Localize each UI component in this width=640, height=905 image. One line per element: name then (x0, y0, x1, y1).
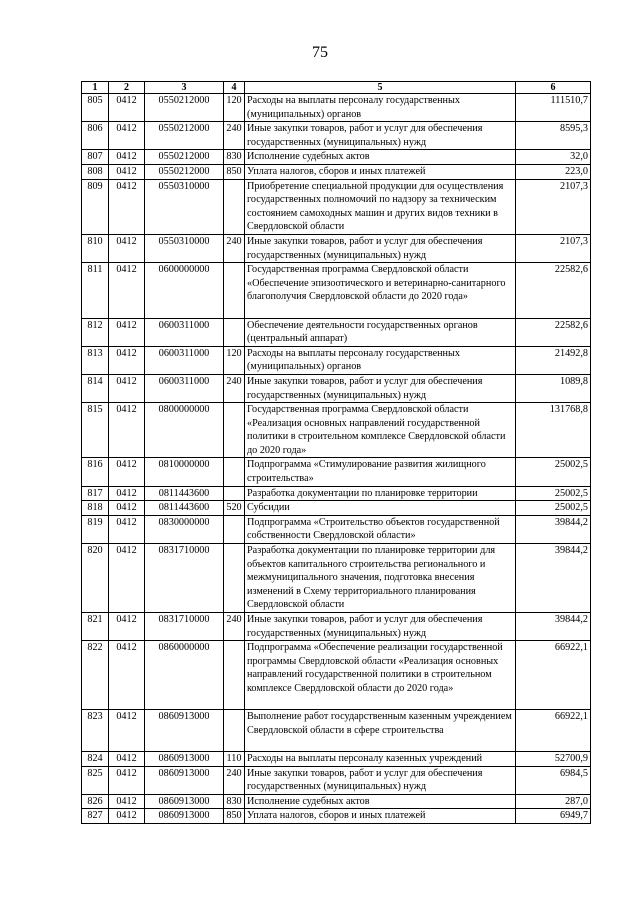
expense-type-cell: 120 (224, 94, 245, 122)
table-row (82, 794, 591, 809)
expense-type-cell: 240 (224, 613, 245, 641)
expense-type-cell (224, 458, 245, 486)
row-number-cell: 805 (82, 94, 109, 122)
header-cell: 6 (516, 82, 591, 94)
item-name-cell: Расходы на выплаты персоналу государственных (муниципальных) органов (245, 346, 516, 374)
amount-cell: 2107,3 (516, 179, 591, 234)
amount-cell: 39844,2 (516, 515, 591, 543)
target-article-cell: 0860913000 (145, 710, 224, 752)
section-code-cell: 0412 (109, 164, 145, 179)
table-row (82, 150, 591, 165)
item-name-cell: Иные закупки товаров, работ и услуг для обеспечения государственных (муниципальных) нужд (245, 374, 516, 402)
row-number-cell: 812 (82, 318, 109, 346)
item-name-cell: Иные закупки товаров, работ и услуг для обеспечения государственных (муниципальных) нужд (245, 613, 516, 641)
row-number-cell: 822 (82, 641, 109, 710)
expense-type-cell: 120 (224, 346, 245, 374)
item-name-cell: Исполнение судебных актов (245, 794, 516, 809)
table-row (82, 234, 591, 262)
target-article-cell: 0860913000 (145, 809, 224, 824)
header-row (82, 82, 591, 94)
table-row (82, 164, 591, 179)
target-article-cell: 0830000000 (145, 515, 224, 543)
section-code-cell: 0412 (109, 613, 145, 641)
table-row (82, 374, 591, 402)
row-number-cell: 813 (82, 346, 109, 374)
target-article-cell: 0811443600 (145, 501, 224, 516)
table-row (82, 766, 591, 794)
row-number-cell: 821 (82, 613, 109, 641)
page-number: 75 (312, 44, 328, 61)
amount-cell: 1089,8 (516, 374, 591, 402)
expense-type-cell: 240 (224, 374, 245, 402)
expense-type-cell: 520 (224, 501, 245, 516)
section-code-cell: 0412 (109, 263, 145, 318)
item-name-cell: Разработка документации по планировке территории для объектов капитального строительства регионального и межмуниципального значения, подготовка внесения изменений в Схему территориального планирования Свердловской области (245, 544, 516, 613)
table-row (82, 501, 591, 516)
target-article-cell: 0810000000 (145, 458, 224, 486)
table-row (82, 263, 591, 318)
target-article-cell: 0600000000 (145, 263, 224, 318)
amount-cell: 25002,5 (516, 486, 591, 501)
section-code-cell: 0412 (109, 641, 145, 710)
target-article-cell: 0860000000 (145, 641, 224, 710)
target-article-cell: 0811443600 (145, 486, 224, 501)
item-name-cell: Подпрограмма «Обеспечение реализации государственной программы Свердловской области «Реализация основных направлений государственной политики в строительном комплексе Свердловской области до 2020 года» (245, 641, 516, 710)
header-cell: 5 (245, 82, 516, 94)
row-number-cell: 809 (82, 179, 109, 234)
row-number-cell: 807 (82, 150, 109, 165)
item-name-cell: Государственная программа Свердловской области «Обеспечение эпизоотического и ветеринарно-санитарного благополучия Свердловской области до 2020 года» (245, 263, 516, 318)
item-name-cell: Иные закупки товаров, работ и услуг для обеспечения государственных (муниципальных) нужд (245, 122, 516, 150)
amount-cell: 66922,1 (516, 710, 591, 752)
table-row (82, 613, 591, 641)
expense-type-cell: 830 (224, 794, 245, 809)
amount-cell: 287,0 (516, 794, 591, 809)
item-name-cell: Выполнение работ государственным казенным учреждением Свердловской области в сфере строительства (245, 710, 516, 752)
expense-type-cell (224, 544, 245, 613)
target-article-cell: 0860913000 (145, 752, 224, 767)
row-number-cell: 810 (82, 234, 109, 262)
amount-cell: 25002,5 (516, 501, 591, 516)
section-code-cell: 0412 (109, 515, 145, 543)
section-code-cell: 0412 (109, 403, 145, 458)
expense-type-cell (224, 710, 245, 752)
amount-cell: 8595,3 (516, 122, 591, 150)
table-row (82, 318, 591, 346)
item-name-cell: Иные закупки товаров, работ и услуг для обеспечения государственных (муниципальных) нужд (245, 234, 516, 262)
expense-type-cell: 240 (224, 122, 245, 150)
expense-type-cell: 240 (224, 766, 245, 794)
section-code-cell: 0412 (109, 710, 145, 752)
target-article-cell: 0800000000 (145, 403, 224, 458)
target-article-cell: 0860913000 (145, 794, 224, 809)
target-article-cell: 0550212000 (145, 150, 224, 165)
amount-cell: 6949,7 (516, 809, 591, 824)
section-code-cell: 0412 (109, 374, 145, 402)
table-row (82, 544, 591, 613)
section-code-cell: 0412 (109, 752, 145, 767)
amount-cell: 52700,9 (516, 752, 591, 767)
section-code-cell: 0412 (109, 346, 145, 374)
table-row (82, 346, 591, 374)
item-name-cell: Разработка документации по планировке территории (245, 486, 516, 501)
target-article-cell: 0860913000 (145, 766, 224, 794)
row-number-cell: 827 (82, 809, 109, 824)
table-row (82, 403, 591, 458)
expense-type-cell: 850 (224, 809, 245, 824)
item-name-cell: Государственная программа Свердловской области «Реализация основных направлений государственной политики в строительном комплексе Свердловской области до 2020 года» (245, 403, 516, 458)
target-article-cell: 0831710000 (145, 613, 224, 641)
expense-type-cell (224, 403, 245, 458)
row-number-cell: 816 (82, 458, 109, 486)
amount-cell: 39844,2 (516, 613, 591, 641)
header-cell: 3 (145, 82, 224, 94)
expense-type-cell: 110 (224, 752, 245, 767)
row-number-cell: 823 (82, 710, 109, 752)
section-code-cell: 0412 (109, 150, 145, 165)
amount-cell: 21492,8 (516, 346, 591, 374)
table-row (82, 710, 591, 752)
row-number-cell: 824 (82, 752, 109, 767)
amount-cell: 223,0 (516, 164, 591, 179)
amount-cell: 66922,1 (516, 641, 591, 710)
item-name-cell: Приобретение специальной продукции для осуществления государственных полномочий по надзору за техническим состоянием самоходных машин и других видов техники в Свердловской области (245, 179, 516, 234)
row-number-cell: 806 (82, 122, 109, 150)
table-row (82, 486, 591, 501)
section-code-cell: 0412 (109, 179, 145, 234)
amount-cell: 22582,6 (516, 263, 591, 318)
row-number-cell: 811 (82, 263, 109, 318)
row-number-cell: 808 (82, 164, 109, 179)
header-cell: 2 (109, 82, 145, 94)
header-cell: 1 (82, 82, 109, 94)
row-number-cell: 826 (82, 794, 109, 809)
table-body (82, 94, 591, 824)
target-article-cell: 0550212000 (145, 122, 224, 150)
table-row (82, 515, 591, 543)
item-name-cell: Подпрограмма «Стимулирование развития жилищного строительства» (245, 458, 516, 486)
section-code-cell: 0412 (109, 234, 145, 262)
row-number-cell: 815 (82, 403, 109, 458)
target-article-cell: 0550310000 (145, 179, 224, 234)
table-row (82, 641, 591, 710)
expense-type-cell: 830 (224, 150, 245, 165)
target-article-cell: 0550212000 (145, 164, 224, 179)
row-number-cell: 817 (82, 486, 109, 501)
amount-cell: 2107,3 (516, 234, 591, 262)
section-code-cell: 0412 (109, 458, 145, 486)
section-code-cell: 0412 (109, 486, 145, 501)
expense-type-cell (224, 486, 245, 501)
budget-table (81, 81, 591, 824)
item-name-cell: Субсидии (245, 501, 516, 516)
item-name-cell: Исполнение судебных актов (245, 150, 516, 165)
expense-type-cell (224, 515, 245, 543)
amount-cell: 111510,7 (516, 94, 591, 122)
table-row (82, 94, 591, 122)
row-number-cell: 814 (82, 374, 109, 402)
item-name-cell: Уплата налогов, сборов и иных платежей (245, 164, 516, 179)
item-name-cell: Расходы на выплаты персоналу казенных учреждений (245, 752, 516, 767)
expense-type-cell: 850 (224, 164, 245, 179)
section-code-cell: 0412 (109, 94, 145, 122)
table-row (82, 809, 591, 824)
header-cell: 4 (224, 82, 245, 94)
target-article-cell: 0600311000 (145, 374, 224, 402)
amount-cell: 39844,2 (516, 544, 591, 613)
table-row (82, 122, 591, 150)
item-name-cell: Расходы на выплаты персоналу государственных (муниципальных) органов (245, 94, 516, 122)
row-number-cell: 818 (82, 501, 109, 516)
item-name-cell: Обеспечение деятельности государственных органов (центральный аппарат) (245, 318, 516, 346)
section-code-cell: 0412 (109, 318, 145, 346)
expense-type-cell (224, 179, 245, 234)
item-name-cell: Подпрограмма «Строительство объектов государственной собственности Свердловской области» (245, 515, 516, 543)
amount-cell: 131768,8 (516, 403, 591, 458)
section-code-cell: 0412 (109, 766, 145, 794)
amount-cell: 22582,6 (516, 318, 591, 346)
expense-type-cell (224, 318, 245, 346)
expense-type-cell: 240 (224, 234, 245, 262)
row-number-cell: 820 (82, 544, 109, 613)
target-article-cell: 0550310000 (145, 234, 224, 262)
amount-cell: 25002,5 (516, 458, 591, 486)
expense-type-cell (224, 641, 245, 710)
row-number-cell: 819 (82, 515, 109, 543)
section-code-cell: 0412 (109, 544, 145, 613)
section-code-cell: 0412 (109, 809, 145, 824)
item-name-cell: Уплата налогов, сборов и иных платежей (245, 809, 516, 824)
amount-cell: 32,0 (516, 150, 591, 165)
table-row (82, 179, 591, 234)
amount-cell: 6984,5 (516, 766, 591, 794)
table-row (82, 458, 591, 486)
table-row (82, 752, 591, 767)
target-article-cell: 0600311000 (145, 346, 224, 374)
expense-type-cell (224, 263, 245, 318)
item-name-cell: Иные закупки товаров, работ и услуг для обеспечения государственных (муниципальных) нужд (245, 766, 516, 794)
section-code-cell: 0412 (109, 122, 145, 150)
target-article-cell: 0831710000 (145, 544, 224, 613)
section-code-cell: 0412 (109, 501, 145, 516)
row-number-cell: 825 (82, 766, 109, 794)
target-article-cell: 0550212000 (145, 94, 224, 122)
target-article-cell: 0600311000 (145, 318, 224, 346)
section-code-cell: 0412 (109, 794, 145, 809)
